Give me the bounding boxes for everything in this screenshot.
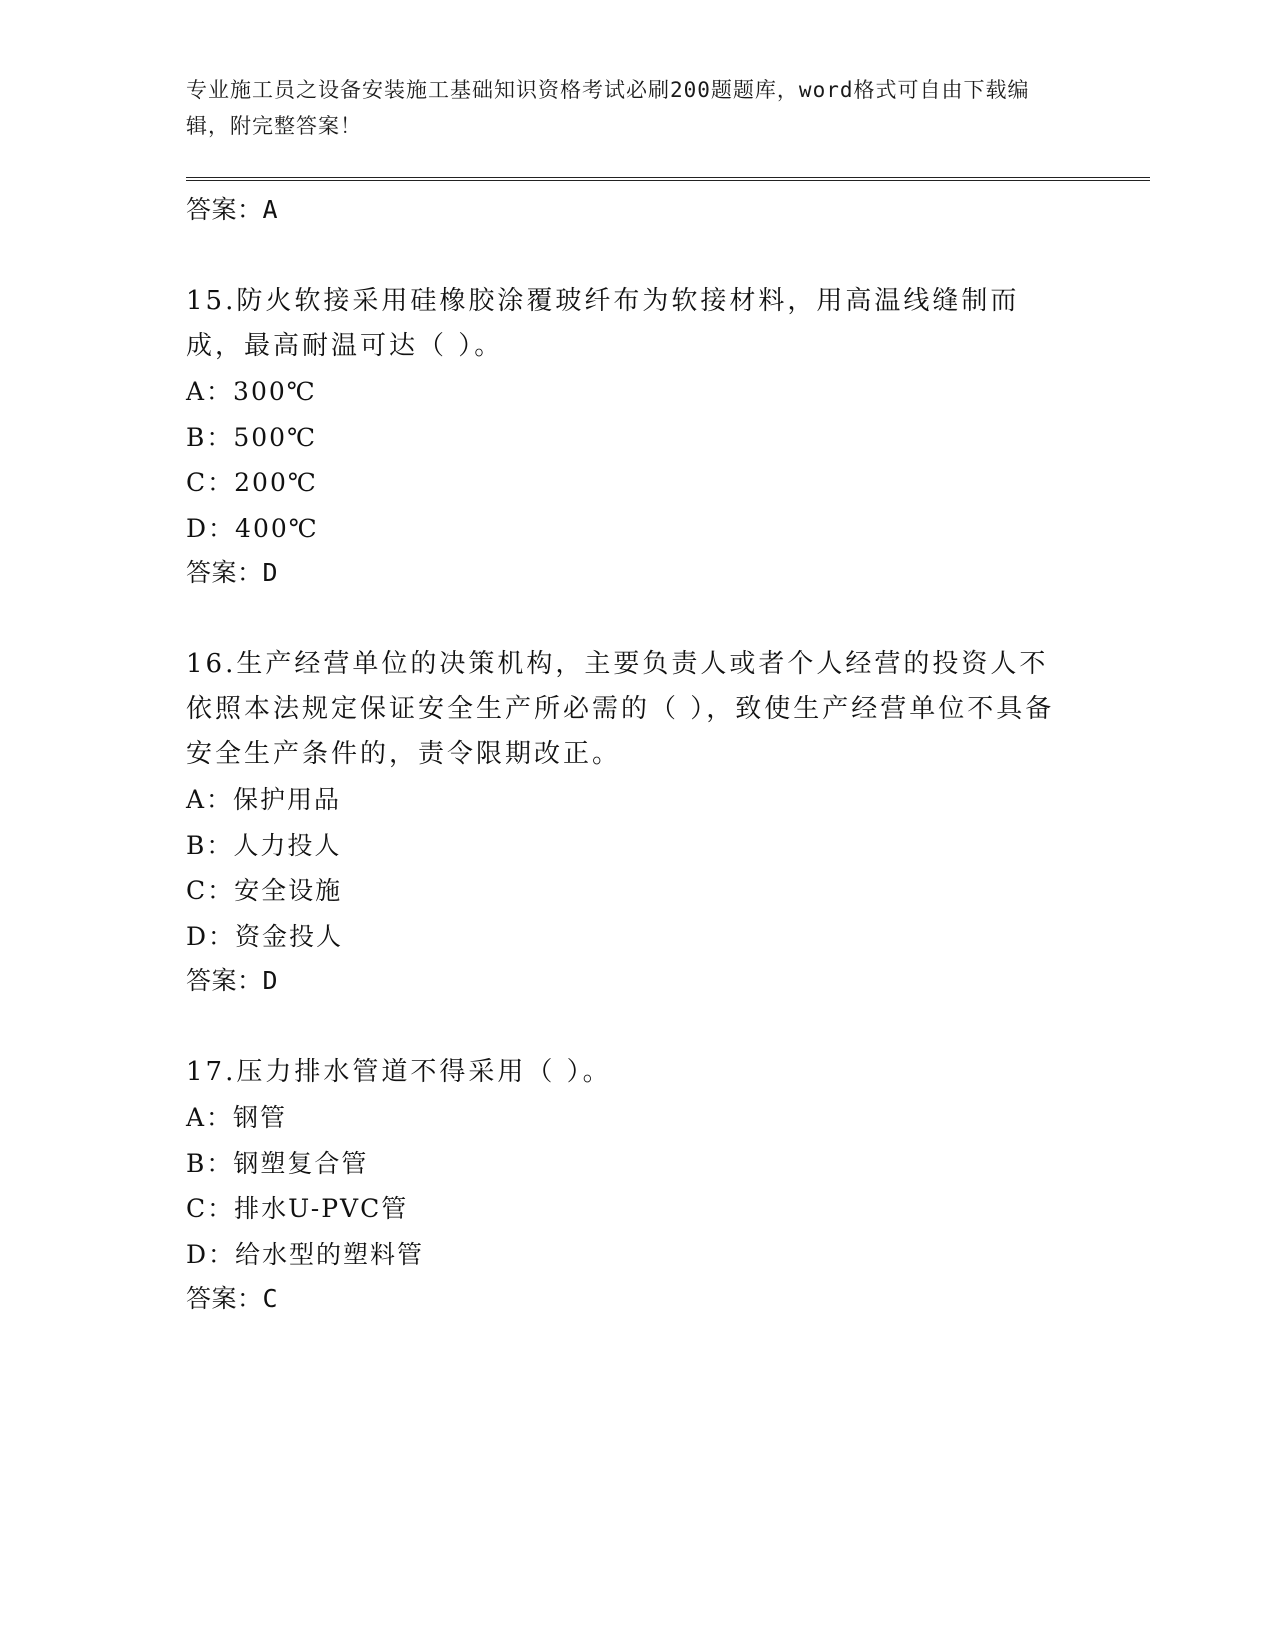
option-c: C：安全设施 [186,876,343,905]
option-b: B：人力投人 [186,830,342,860]
option-c: C：200℃ [186,468,318,497]
option-d: D：资金投人 [186,921,344,951]
spacer [186,1003,1086,1050]
spacer [186,595,1086,642]
question-list [186,188,1086,1321]
option-d: D：400℃ [186,513,319,543]
previous-answer: 答案：A [186,195,279,224]
question-answer: 答案：D [186,558,279,587]
question-16 [186,642,1086,1003]
question-answer: 答案：C [186,1284,279,1313]
question-text: 15.防火软接采用硅橡胶涂覆玻纤布为软接材料，用高温线缝制而成，最高耐温可达（ ）。 [186,286,1020,361]
question-15 [186,279,1086,595]
spacer [186,232,1086,279]
question-answer: 答案：D [186,966,279,995]
option-a: A：300℃ [186,377,317,406]
option-b: B：钢塑复合管 [186,1148,369,1178]
option-d: D：给水型的塑料管 [186,1239,425,1269]
question-text: 16.生产经营单位的决策机构，主要负责人或者个人经营的投资人不依照本法规定保证安全生产所必需的（ ），致使生产经营单位不具备安全生产条件的，责令限期改正。 [186,649,1055,769]
option-a: A：保护用品 [186,785,342,814]
option-b: B：500℃ [186,422,318,452]
page-header-text: 专业施工员之设备安装施工基础知识资格考试必刷200题题库，word格式可自由下载编辑，附完整答案！ [186,78,1030,138]
header-divider [186,177,1150,181]
option-a: A：钢管 [186,1103,288,1132]
option-c: C：排水U-PVC管 [186,1194,409,1223]
question-17 [186,1050,1086,1321]
question-text: 17.压力排水管道不得采用（ ）。 [186,1057,612,1087]
